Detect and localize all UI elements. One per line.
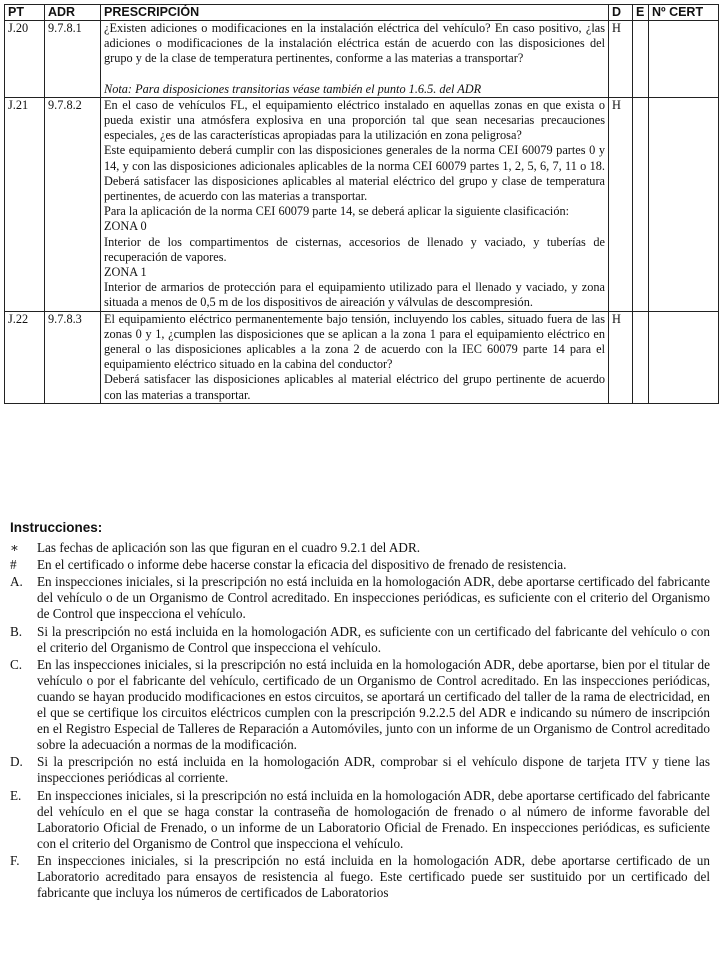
instruction-text: Las fechas de aplicación son las que figuran en el cuadro 9.2.1 del ADR.	[37, 540, 421, 556]
header-pt: PT	[5, 5, 45, 21]
instruction-marker: ∗	[10, 540, 19, 556]
header-prescripcion: PRESCRIPCIÓN	[101, 5, 609, 21]
prescription-paragraph: Este equipamiento deberá cumplir con las disposiciones generales de la norma CEI 60079 partes 0 y 14, y con las disposiciones adicionales aplicables de la norma CEI 60079 partes 1, 2, 5, 6, 7, 11 o 18. Deberá satisfacer las disposiciones aplicables al material eléctrico del grupo y clase de temperatura pertinentes, de acuerdo con las materias a transportar.	[104, 143, 605, 204]
instruction-marker: #	[10, 557, 17, 573]
cell-d: H	[609, 97, 633, 311]
instruction-marker: A.	[10, 574, 23, 590]
cell-e	[633, 97, 649, 311]
instruction-marker: C.	[10, 656, 23, 672]
instructions-section	[10, 520, 710, 902]
cell-adr: 9.7.8.2	[45, 97, 101, 311]
instruction-text: Si la prescripción no está incluida en la homologación ADR, comprobar si el vehículo dispone de tarjeta ITV y tiene las inspecciones periódicas al corriente.	[37, 754, 710, 786]
cell-e	[633, 311, 649, 403]
instruction-text: Si la prescripción no está incluida en la homologación ADR, es suficiente con un certificado del fabricante del vehículo o con el criterio del Organismo de Control que inspecciona el vehículo.	[37, 623, 710, 655]
header-adr: ADR	[45, 5, 101, 21]
instruction-marker: E.	[10, 787, 22, 803]
instruction-item	[10, 574, 710, 622]
cell-d: H	[609, 311, 633, 403]
cell-cert	[649, 311, 719, 403]
prescriptions-table	[4, 4, 719, 404]
prescription-paragraph: Deberá satisfacer las disposiciones aplicables al material eléctrico del grupo pertinente de acuerdo con las materias a transportar.	[104, 372, 605, 402]
instruction-marker: F.	[10, 852, 20, 868]
cell-pt: J.21	[5, 97, 45, 311]
cell-cert	[649, 21, 719, 98]
instruction-item	[10, 540, 710, 556]
table-row	[5, 97, 719, 311]
table-row	[5, 311, 719, 403]
instruction-item	[10, 557, 710, 573]
zone-heading: ZONA 0	[104, 219, 147, 234]
instruction-item	[10, 624, 710, 656]
cell-pt: J.22	[5, 311, 45, 403]
header-d: D	[609, 5, 633, 21]
instruction-marker: B.	[10, 623, 23, 639]
instruction-item	[10, 853, 710, 901]
table-header-row	[5, 5, 719, 21]
prescription-paragraph: El equipamiento eléctrico permanentemente bajo tensión, incluyendo los cables, situado fuera de las zonas 0 y 1, ¿cumplen las disposiciones que se aplican a la zona 1 para el equipamiento eléctrico en general o las disposiciones aplicables a la zona 2 de acuerdo con la IEC 60079 parte 14 para el equipamiento eléctrico situado en la cabina del conductor?	[104, 311, 605, 372]
instruction-text: En inspecciones iniciales, si la prescripción no está incluida en la homologación ADR, debe aportarse certificado de un Laboratorio acreditado para ensayos de resistencia al fuego. Este certificado puede ser sustituido por un certificado del fabricante que incluya los números de certificados de Laboratorios	[37, 852, 710, 901]
prescription-note: Nota: Para disposiciones transitorias véase también el punto 1.6.5. del ADR	[104, 81, 482, 96]
cell-prescripcion	[101, 97, 609, 311]
instruction-text: En el certificado o informe debe hacerse constar la eficacia del dispositivo de frenado de resistencia.	[37, 557, 567, 573]
header-cert: Nº CERT	[649, 5, 719, 21]
cell-adr: 9.7.8.3	[45, 311, 101, 403]
cell-prescripcion	[101, 311, 609, 403]
header-e: E	[633, 5, 649, 21]
instructions-title: Instrucciones:	[10, 520, 103, 535]
cell-cert	[649, 97, 719, 311]
instruction-item	[10, 788, 710, 852]
table-row	[5, 21, 719, 98]
instruction-text: En las inspecciones iniciales, si la prescripción no está incluida en la homologación ADR, debe aportarse, bien por el titular de vehículo o por el fabricante del vehículo, certificado de un Organismo de Control acreditado. En las inspecciones periódicas, cuando se hayan producido modificaciones en estos circuitos, se aportará un certificado del taller de la rama de electricidad, en el que se certifique los circuitos eléctricos cumplen con la prescripción 9.2.2.5 del ADR e indicando su número de inscripción en el Registro Especial de Talleres de Reparación a Automóviles, junto con un informe de un Organismo de Control acreditado sobre la adecuación a normas de la modificación.	[37, 656, 710, 753]
cell-e	[633, 21, 649, 98]
zone-heading: ZONA 1	[104, 265, 147, 280]
cell-prescripcion	[101, 21, 609, 98]
cell-pt: J.20	[5, 21, 45, 98]
cell-d: H	[609, 21, 633, 98]
prescription-paragraph: Interior de armarios de protección para el equipamiento utilizado para el llenado y vaciado, y zona situada a menos de 0,5 m de los dispositivos de aireación y válvulas de descompresión.	[104, 280, 605, 310]
prescription-paragraph: Para la aplicación de la norma CEI 60079 parte 14, se deberá aplicar la siguiente clasificación:	[104, 204, 570, 219]
prescription-paragraph: ¿Existen adiciones o modificaciones en la instalación eléctrica del vehículo? En caso positivo, ¿las adiciones o modificaciones de la instalación eléctrica están de acuerdo con las disposiciones del grupo y de la clase de temperatura pertinentes, conforme a las materias a transportar?	[104, 21, 605, 66]
prescription-paragraph: Interior de los compartimentos de cisternas, accesorios de llenado y vaciado, y tuberías de recuperación de vapores.	[104, 234, 605, 264]
instruction-item	[10, 657, 710, 754]
cell-adr: 9.7.8.1	[45, 21, 101, 98]
instruction-marker: D.	[10, 754, 23, 770]
instruction-text: En inspecciones iniciales, si la prescripción no está incluida en la homologación ADR, debe aportarse certificado del fabricante del vehículo en el que se haga constar la contraseña de homologación de frenado o al número de informe favorable del Laboratorio Oficial de Frenado, o un informe de un Laboratorio Oficial de Frenado. En inspecciones periódicas, es suficiente con el criterio del Organismo de Control que inspecciona el vehículo.	[37, 787, 710, 851]
instruction-item	[10, 754, 710, 786]
prescription-paragraph: En el caso de vehículos FL, el equipamiento eléctrico instalado en aquellas zonas en que exista o pueda existir una atmósfera explosiva en una proporción tal que sean necesarias precauciones especiales, ¿es de las características apropiadas para la utilización en zona peligrosa?	[104, 97, 605, 143]
instruction-text: En inspecciones iniciales, si la prescripción no está incluida en la homologación ADR, debe aportarse certificado del fabricante del vehículo o de un Organismo de Control acreditado. En inspecciones periódicas, es suficiente con el criterio del Organismo de Control que inspecciona el vehículo.	[37, 574, 710, 622]
